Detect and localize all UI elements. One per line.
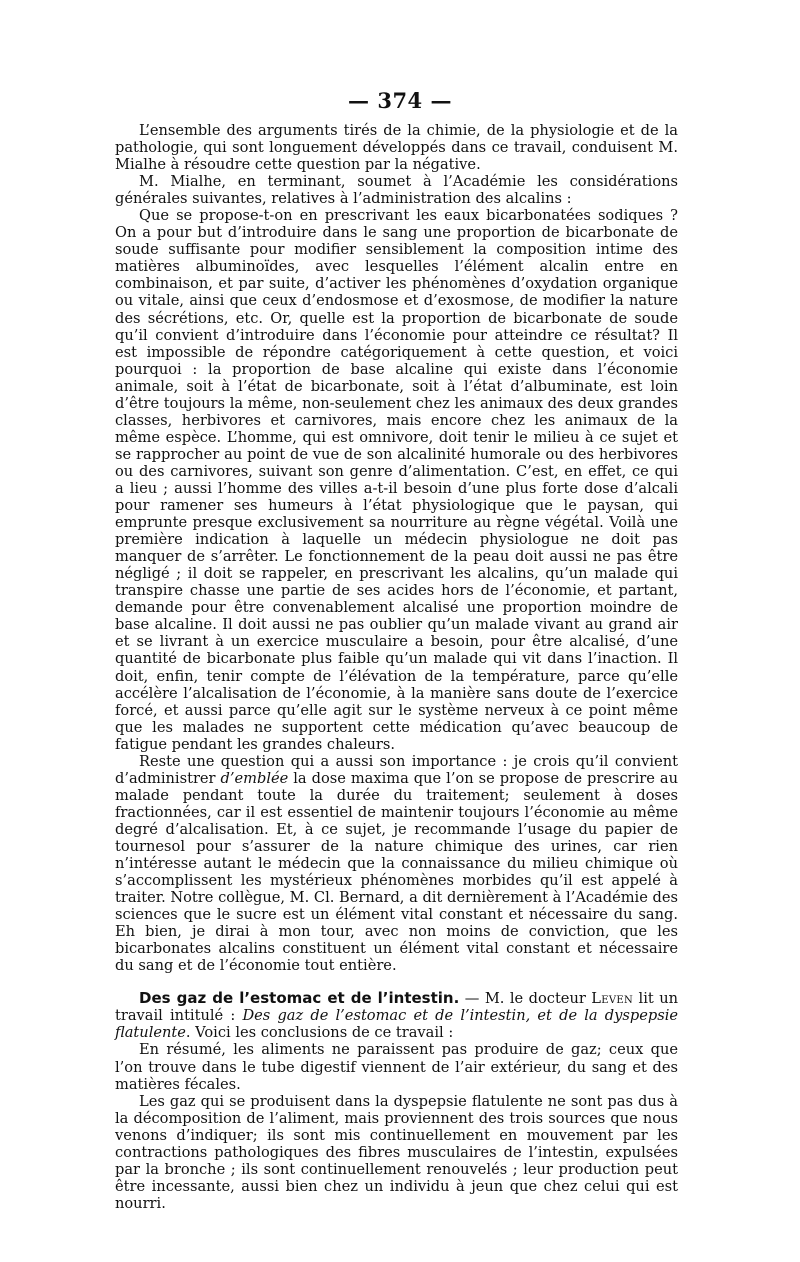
section-heading-paragraph [115,990,678,1041]
work-title: Des gaz de l’estomac et de l’intestin, et de la dyspepsie flatulente [115,1007,678,1042]
italic-term: d’emblée [220,769,289,787]
paragraph-reste [115,753,678,975]
section-title: Des gaz de l’estomac et de l’intestin. [139,989,460,1008]
paragraph-text: la dose maxima que l’on se propose de prescrire au malade pendant toute la durée du traitement; seulement à doses fractionnées, car il est essentiel de maintenir toujours l’économie au même degré d’alcalisation. Et, à ce sujet, je recommande l’usage du papier de tournesol pour s’assurer de la nature chimique des urines, car rien n’intéresse autant le médecin que la connaissance du milieu chimique où s’accomplissent les mystérieux phénomènes morbides qu’il est appelé à traiter. Notre collègue, M. Cl. Bernard, a dit dernièrement à l’Académie des sciences que le sucre est un élément vital constant et nécessaire du sang. Eh bien, je dirai à mon tour, avec non moins de conviction, que les bicarbonates alcalins constituent un élément vital constant et nécessaire du sang et de l’économie tout entière. [115,769,678,975]
section-intro: lit un travail intitulé : [115,990,678,1025]
body-text [115,122,678,1212]
conclusion-paragraph: En résumé, les aliments ne paraissent pas produire de gaz; ceux que l’on trouve dans le tube digestif viennent de l’air extérieur, du sang et des matières fécales. [115,1041,678,1093]
paragraph: M. Mialhe, en terminant, soumet à l’Académie les considérations générales suivantes, relatives à l’administration des alcalins : [115,173,678,208]
paragraph-text: Reste une question qui a aussi son importance : je crois qu’il convient d’administrer [115,752,678,787]
paragraph: Que se propose-t-on en prescrivant les eaux bicarbonatées sodiques ? On a pour but d’introduire dans le sang une proportion de bicarbonate de soude suffisante pour modifier sensiblement la composition intime des matières albuminoïdes, avec lesquelles l’élément alcalin entre en combinaison, et par suite, d’activer les phénomènes d’oxydation organique ou vitale, ainsi que ceux d’endosmose et d’exosmose, de modifier la nature des sécrétions, etc. Or, quelle est la proportion de bicarbonate de soude qu’il convient d’introduire dans l’économie pour atteindre ce résultat? Il est impossible de répondre catégoriquement à cette question, et voici pourquoi : la proportion de base alcaline qui existe dans l’économie animale, soit à l’état de bicarbonate, soit à l’état d’albuminate, est loin d’être toujours la même, non-seulement chez les animaux des deux grandes classes, herbivores et carnivores, mais encore chez les animaux de la même espèce. L’homme, qui est omnivore, doit tenir le milieu à ce sujet et se rapprocher au point de vue de son alcalinité humorale ou des herbivores ou des carnivores, suivant son genre d’alimentation. C’est, en effet, ce qui a lieu ; aussi l’homme des villes a-t-il besoin d’une plus forte dose d’alcali pour ramener ses humeurs à l’état physiologique que le paysan, qui emprunte presque exclusivement sa nourriture au règne végétal. Voilà une première indication à laquelle un médecin physiologue ne doit pas manquer de s’arrêter. Le fonctionnement de la peau doit aussi ne pas être négligé ; il doit se rappeler, en prescrivant les alcalins, qu’un malade qui transpire chasse une partie de ses acides hors de l’économie, et partant, demande pour être convenablement alcalisé une proportion moindre de base alcaline. Il doit aussi ne pas oublier qu’un malade vivant au grand air et se livrant à un exercice musculaire a besoin, pour être alcalisé, d’une quantité de bicarbonate plus faible qu’un malade qui vit dans l’inaction. Il doit, enfin, tenir compte de l’élévation de la température, parce qu’elle accélère l’alcalisation de l’économie, à la manière sans doute de l’exercice forcé, et aussi parce qu’elle agit sur le système nerveux à ce point même que les malades ne supportent cette médication qu’avec beaucoup de fatigue pendant les grandes chaleurs. [115,207,678,753]
conclusion-paragraph: Les gaz qui se produisent dans la dyspepsie flatulente ne sont pas dus à la décomposition de l’aliment, mais proviennent des trois sources que nous venons d’indiquer; ils sont mis continuellement en mouvement par les contractions pathologiques des fibres musculaires de l’intestin, expulsées par la bronche ; ils sont continuellement renouvelés ; leur production peut être incessante, aussi bien chez un individu à jeun que chez celui qui est nourri. [115,1092,678,1212]
author-name: Leven [591,990,634,1008]
section-gap [115,974,678,990]
paragraph: L’ensemble des arguments tirés de la chimie, de la physiologie et de la pathologie, qui sont longuement développés dans ce travail, conduisent M. Mialhe à résoudre cette question par la négative. [115,122,678,174]
page-number: — 374 — [348,88,452,113]
section-intro: . Voici les conclusions de ce travail : [185,1024,454,1042]
section-dash: — M. le docteur [459,990,592,1008]
